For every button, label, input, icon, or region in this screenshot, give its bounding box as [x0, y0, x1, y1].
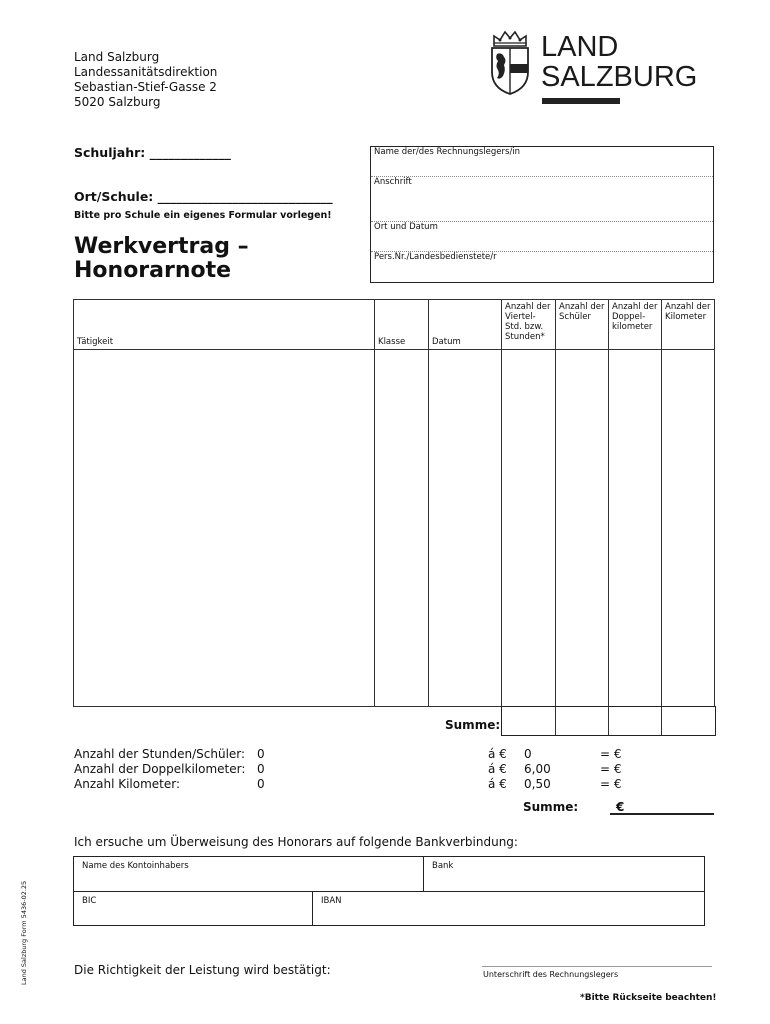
- bank-details-box: [73, 856, 705, 926]
- iban-field[interactable]: [313, 892, 704, 925]
- summe-doppelkilometer-cell[interactable]: [609, 707, 662, 735]
- summe-total-label: Summe:: [523, 800, 579, 814]
- anschrift-field[interactable]: [371, 177, 713, 222]
- confirmation-text: Die Richtigkeit der Leistung wird bestätigt:: [74, 963, 331, 977]
- ortschule-blank[interactable]: ____________________________: [157, 189, 333, 204]
- summe-box: [501, 706, 716, 736]
- cell-taetigkeit[interactable]: [74, 350, 375, 707]
- col-header-stunden: Anzahl der Viertel-Std. bzw. Stunden*: [502, 300, 556, 350]
- back-page-note: *Bitte Rückseite beachten!: [580, 993, 717, 1003]
- form-title: [74, 235, 249, 283]
- form-title-line: Werkvertrag –: [74, 234, 249, 259]
- calc-label: Anzahl Kilometer:: [74, 777, 181, 791]
- bic-label: BIC: [82, 896, 97, 906]
- logo-underline: [542, 98, 620, 104]
- calc-row: [74, 777, 634, 792]
- schuljahr-field[interactable]: [74, 145, 231, 160]
- col-header-kilometer: Anzahl der Kilometer: [662, 300, 715, 350]
- schuljahr-blank[interactable]: _____________: [149, 145, 231, 160]
- ort-datum-field[interactable]: [371, 222, 713, 252]
- cell-datum[interactable]: [429, 350, 502, 707]
- address-line: 5020 Salzburg: [74, 95, 161, 109]
- table-row: [74, 350, 715, 707]
- kontoinhaber-field[interactable]: [74, 857, 424, 892]
- iban-label: IBAN: [321, 896, 342, 906]
- cell-doppelkilometer[interactable]: [609, 350, 662, 707]
- address-line: Landessanitätsdirektion: [74, 65, 218, 79]
- bank-intro-text: Ich ersuche um Überweisung des Honorars auf folgende Bankverbindung:: [74, 835, 518, 849]
- address-line: Sebastian-Stief-Gasse 2: [74, 80, 217, 94]
- col-header-schueler: Anzahl der Schüler: [556, 300, 609, 350]
- calc-a: á €: [488, 747, 507, 761]
- col-header-doppelkilometer: Anzahl der Doppel-kilometer: [609, 300, 662, 350]
- name-field[interactable]: [371, 147, 713, 177]
- summe-total-field[interactable]: [610, 800, 714, 815]
- hint-text: Bitte pro Schule ein eigenes Formular vorlegen!: [74, 210, 332, 221]
- summe-kilometer-cell[interactable]: [662, 707, 715, 735]
- signature-line[interactable]: [482, 966, 712, 967]
- calc-label: Anzahl der Stunden/Schüler:: [74, 747, 246, 761]
- bic-field[interactable]: [74, 892, 313, 925]
- ort-datum-label: Ort und Datum: [374, 222, 438, 232]
- activity-table: [73, 299, 715, 707]
- bank-name-field[interactable]: [424, 857, 704, 892]
- summe-stunden-cell[interactable]: [502, 707, 556, 735]
- calc-a: á €: [488, 777, 507, 791]
- land-salzburg-logo: [488, 30, 718, 108]
- cell-kilometer[interactable]: [662, 350, 715, 707]
- cell-schueler[interactable]: [556, 350, 609, 707]
- persnr-field[interactable]: [371, 252, 713, 282]
- calc-value: 0: [257, 777, 265, 791]
- sender-address: [74, 50, 217, 110]
- calc-label: Anzahl der Doppelkilometer:: [74, 762, 246, 776]
- recipient-info-box: [370, 146, 714, 283]
- bank-name-label: Bank: [432, 861, 454, 871]
- ortschule-field[interactable]: [74, 189, 333, 204]
- calc-row: [74, 747, 634, 762]
- summe-total-currency: €: [616, 800, 625, 814]
- calc-rate: 0,50: [524, 777, 551, 791]
- schuljahr-label: Schuljahr:: [74, 145, 146, 160]
- calc-value: 0: [257, 762, 265, 776]
- calc-eq: = €: [600, 777, 622, 791]
- address-line: Land Salzburg: [74, 50, 160, 64]
- form-id-label: Land Salzburg Form 5436-02.25: [20, 880, 28, 985]
- ortschule-label: Ort/Schule:: [74, 189, 154, 204]
- summe-label: Summe:: [445, 718, 501, 732]
- persnr-label: Pers.Nr./Landesbedienstete/r: [374, 252, 497, 262]
- calc-value: 0: [257, 747, 265, 761]
- logo-text-salzburg: SALZBURG: [541, 61, 698, 93]
- coat-of-arms-icon: [488, 30, 532, 96]
- form-title-line: Honorarnote: [74, 258, 232, 283]
- summe-schueler-cell[interactable]: [556, 707, 609, 735]
- col-header-datum: Datum: [429, 300, 502, 350]
- calc-eq: = €: [600, 762, 622, 776]
- signature-label: Unterschrift des Rechnungslegers: [483, 970, 619, 979]
- logo-text-land: LAND: [541, 31, 619, 63]
- calc-list: [74, 747, 634, 792]
- calc-rate: 0: [524, 747, 532, 761]
- name-field-label: Name der/des Rechnungslegers/in: [374, 147, 521, 157]
- cell-klasse[interactable]: [375, 350, 429, 707]
- calc-a: á €: [488, 762, 507, 776]
- kontoinhaber-label: Name des Kontoinhabers: [82, 861, 189, 871]
- calc-rate: 6,00: [524, 762, 551, 776]
- col-header-taetigkeit: Tätigkeit: [74, 300, 375, 350]
- calc-row: [74, 762, 634, 777]
- calc-eq: = €: [600, 747, 622, 761]
- cell-stunden[interactable]: [502, 350, 556, 707]
- col-header-klasse: Klasse: [375, 300, 429, 350]
- anschrift-label: Anschrift: [374, 177, 412, 187]
